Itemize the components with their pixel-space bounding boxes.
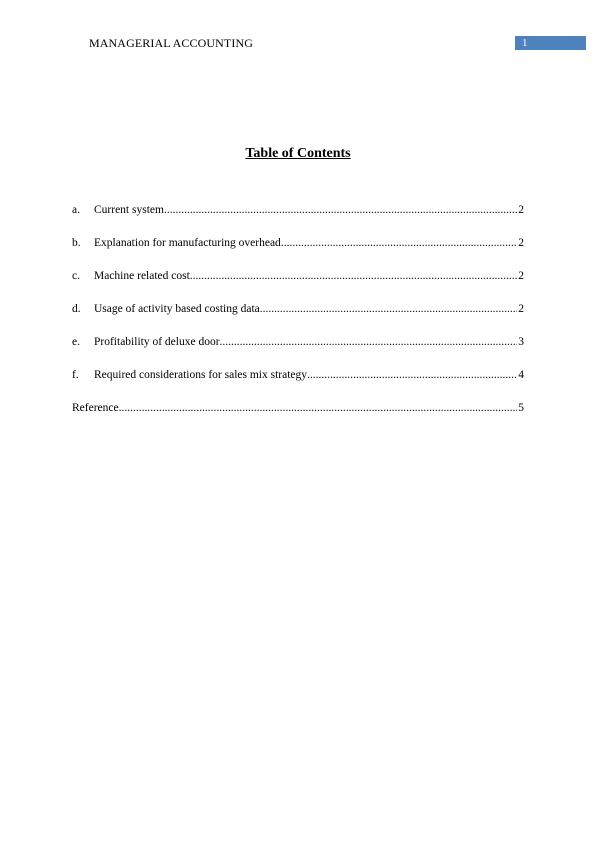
toc-entry-letter: b. (72, 237, 81, 249)
dot-leader (281, 236, 517, 250)
toc-entry-letter: f. (72, 369, 79, 381)
toc-entry-reference[interactable] (72, 401, 524, 434)
toc-entry-page: 2 (518, 204, 524, 216)
dot-leader (190, 269, 517, 283)
page-number-badge: 1 (515, 36, 586, 50)
toc-entry-manufacturing-overhead[interactable] (72, 236, 524, 269)
toc-entry-deluxe-door[interactable] (72, 335, 524, 368)
toc-entry-sales-mix-strategy[interactable] (72, 368, 524, 401)
toc-heading: Table of Contents (245, 146, 351, 161)
toc-entry-title[interactable]: Machine related cost (94, 270, 190, 282)
toc-entry-letter: c. (72, 270, 80, 282)
toc-entry-page: 2 (518, 237, 524, 249)
toc-entry-title[interactable]: Usage of activity based costing data (94, 303, 260, 315)
running-header-title: MANAGERIAL ACCOUNTING (89, 36, 253, 50)
toc-entry-page: 5 (518, 402, 524, 414)
toc-entry-letter: d. (72, 303, 81, 315)
toc-entry-title[interactable]: Required considerations for sales mix strategy (94, 369, 308, 381)
toc-entry-title[interactable]: Profitability of deluxe door (94, 336, 220, 348)
toc-entry-title[interactable]: Current system (94, 204, 164, 216)
toc-entry-page: 3 (518, 336, 524, 348)
toc-entry-page: 2 (518, 303, 524, 315)
dot-leader (307, 368, 517, 382)
dot-leader (119, 401, 518, 415)
dot-leader (220, 335, 518, 349)
toc-entry-page: 4 (518, 369, 524, 381)
toc-entry-page: 2 (518, 270, 524, 282)
dot-leader (260, 302, 518, 316)
dot-leader (164, 203, 517, 217)
toc-entry-machine-cost[interactable] (72, 269, 524, 302)
toc-entry-title[interactable]: Explanation for manufacturing overhead (94, 237, 281, 249)
toc-entry-activity-based-costing[interactable] (72, 302, 524, 335)
toc-entry-letter: e. (72, 336, 80, 348)
table-of-contents (72, 203, 524, 434)
toc-entry-title[interactable]: Reference (72, 402, 119, 414)
toc-entry-current-system[interactable] (72, 203, 524, 236)
toc-entry-letter: a. (72, 204, 80, 216)
